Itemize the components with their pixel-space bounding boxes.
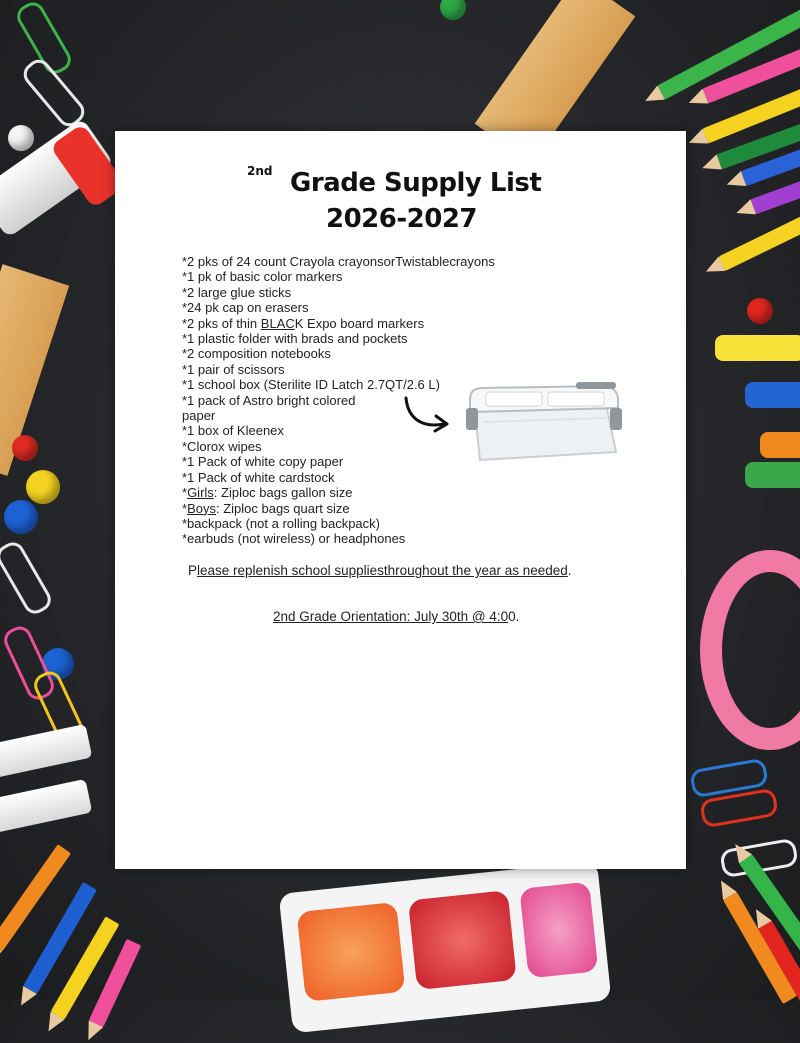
list-item: *1 plastic folder with brads and pockets <box>182 331 408 347</box>
list-item: *24 pk cap on erasers <box>182 300 309 316</box>
list-item: *1 Pack of white copy paper <box>182 454 344 470</box>
list-item: *1 school box (Sterilite ID Latch 2.7QT/2.6 L) <box>182 377 440 393</box>
list-item: *1 pack of Astro bright colored paper <box>182 392 356 424</box>
marker-yellow <box>715 335 800 361</box>
title-line-2: 2026-2027 <box>326 204 478 234</box>
pin-white <box>8 125 34 151</box>
list-item: *2 composition notebooks <box>182 346 331 362</box>
paint-palette <box>279 861 612 1034</box>
list-item: *earbuds (not wireless) or headphones <box>182 531 406 547</box>
list-item: *1 pair of scissors <box>182 361 285 377</box>
school-box-image <box>466 382 626 468</box>
marker-orange <box>760 432 800 458</box>
paint-red <box>408 890 517 990</box>
replenish-note: Please replenish school suppliesthroughout the year as needed. <box>188 563 572 578</box>
list-item: *2 pks of thin BLACK Expo board markers <box>182 315 425 331</box>
chalk-2 <box>0 779 92 835</box>
chalk-1 <box>0 724 92 780</box>
scissors <box>700 550 800 750</box>
title-superscript: 2nd <box>247 164 273 178</box>
pin-yellow <box>26 470 60 504</box>
orientation-note: 2nd Grade Orientation: July 30th @ 4:00. <box>273 609 520 624</box>
marker-green <box>745 462 800 488</box>
list-item: *2 large glue sticks <box>182 284 292 300</box>
list-item: *2 pks of 24 count Crayola crayonsorTwistablecrayons <box>182 254 495 269</box>
list-item: *backpack (not a rolling backpack) <box>182 515 380 531</box>
paper-clip-white-2 <box>0 538 55 618</box>
paint-pink <box>519 882 598 979</box>
curved-arrow-icon <box>402 394 452 434</box>
pin-green <box>440 0 466 20</box>
pin-blue <box>4 500 38 534</box>
marker-blue <box>745 382 800 408</box>
pin-red-left <box>12 435 38 461</box>
list-item: *Boys: Ziploc bags quart size <box>182 500 350 516</box>
pin-red <box>747 298 773 324</box>
paint-orange <box>297 902 406 1002</box>
list-item: *1 box of Kleenex <box>182 423 284 439</box>
list-item: *1 pk of basic color markers <box>182 269 343 285</box>
list-item: *Clorox wipes <box>182 438 262 454</box>
title-line-1: Grade Supply List <box>290 168 542 198</box>
list-item: *1 Pack of white cardstock <box>182 469 335 485</box>
list-item: *Girls: Ziploc bags gallon size <box>182 485 353 501</box>
